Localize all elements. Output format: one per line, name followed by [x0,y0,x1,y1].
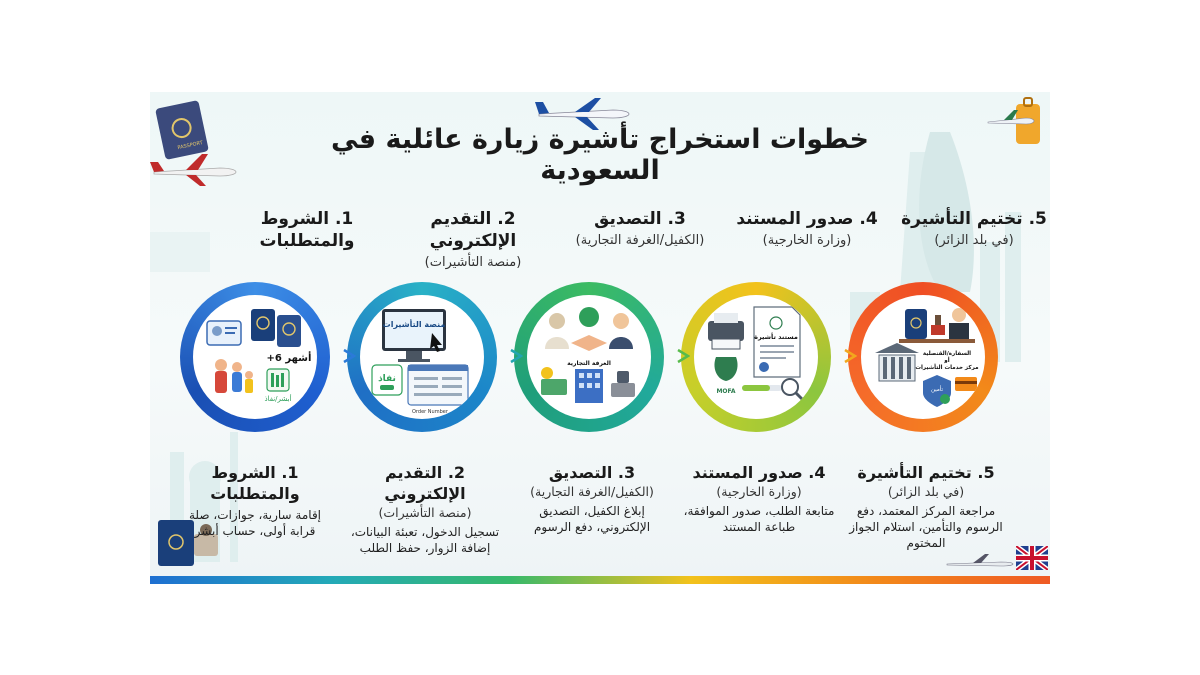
step-1-description: إقامة سارية، جوازات، صلة قرابة أولى، حساب أبشر [188,508,322,538]
suitcase-icon [986,94,1046,152]
infographic-poster [150,92,1050,584]
arrow-right-icon [342,348,356,364]
step-3-detail-subtitle: (الكفيل/الغرفة التجارية) [530,484,654,499]
mofa-label: MOFA [716,388,736,395]
page-title: خطوات استخراج تأشيرة زيارة عائلية في السعودية [331,124,869,186]
airplane-icon [945,552,1015,576]
step-4-header [727,208,887,250]
nafath-label: نفاذ [378,374,396,384]
requirements-illustration [193,295,317,419]
visa-center-label: مركز خدمات التأشيرات [915,365,979,371]
step-4-circle [681,282,831,432]
step-5-circle [848,282,998,432]
step-5-detail-subtitle: (في بلد الزائر) [887,484,965,499]
step-2-circle [347,282,497,432]
step-4-subtitle: (وزارة الخارجية) [762,233,852,248]
step-4-details [679,462,839,535]
step-3-title: 3. التصديق [594,209,686,229]
attestation-illustration [527,295,651,419]
step-5-subtitle: (في بلد الزائر) [934,233,1014,248]
step-3-circle [514,282,664,432]
step-2-description: تسجيل الدخول، تعبئة البيانات، إضافة الزوار، حفظ الطلب [350,525,500,555]
document-issuance-illustration [694,295,818,419]
step-4-detail-title: 4. صدور المستند [692,463,826,482]
step-3-detail-title: 3. التصديق [548,463,636,482]
step-5-detail-title: 5. تختيم التأشيرة [857,463,995,482]
visa-stamping-illustration [861,295,985,419]
step-3-details [512,462,672,535]
insurance-label: تأمين [931,387,943,393]
step-2-detail-title: 2. التقديم الإلكتروني [384,463,466,503]
step-2-details [345,462,505,556]
step-1-circle [180,282,330,432]
arrow-right-icon [509,348,523,364]
gradient-footer-bar [150,576,1050,584]
step-5-description: مراجعة المركز المعتمد، دفع الرسوم والتأمين، استلام الجواز المختوم [849,504,1003,550]
step-1-title: 1. الشروط والمتطلبات [259,209,355,251]
step-5-title: 5. تختيم التأشيرة [901,209,1047,229]
arrow-right-icon [843,348,857,364]
uk-flag-icon [1016,546,1048,570]
embassy-label: السفارة/القنصلية [922,351,972,357]
svg-text:PASSPORT: PASSPORT [177,140,204,152]
step-2-detail-subtitle: (منصة التأشيرات) [378,505,472,520]
or-label: أو [944,358,950,364]
step-5-header [894,208,1050,250]
airplane-icon [150,150,240,190]
step-4-detail-subtitle: (وزارة الخارجية) [716,484,802,499]
absher-label: أبشر/نفاذ [264,395,292,403]
online-application-illustration [360,295,484,419]
chamber-of-commerce-label: الغرفة التجارية [567,360,611,367]
step-1-detail-title: 1. الشروط والمتطلبات [210,463,300,503]
step-1-header [227,208,387,252]
step-2-title: 2. التقديم الإلكتروني [429,209,517,251]
visa-platform-screen-label: منصة التأشيرات [382,320,446,329]
visa-document-label: مستند تأشيرة [754,333,798,341]
step-3-header [560,208,720,250]
months-label: +6 أشهر [266,353,312,364]
step-2-header [393,208,553,272]
order-number-label: Order Number [412,409,448,415]
step-3-subtitle: (الكفيل/الغرفة التجارية) [575,233,705,248]
step-3-description: إبلاغ الكفيل، التصديق الإلكتروني، دفع الرسوم [533,504,651,534]
step-2-subtitle: (منصة التأشيرات) [424,255,522,270]
step-4-title: 4. صدور المستند [736,209,878,229]
step-5-details [846,462,1006,551]
arrow-right-icon [676,348,690,364]
step-1-details [175,462,335,539]
step-4-description: متابعة الطلب، صدور الموافقة، طباعة المستند [683,504,835,534]
